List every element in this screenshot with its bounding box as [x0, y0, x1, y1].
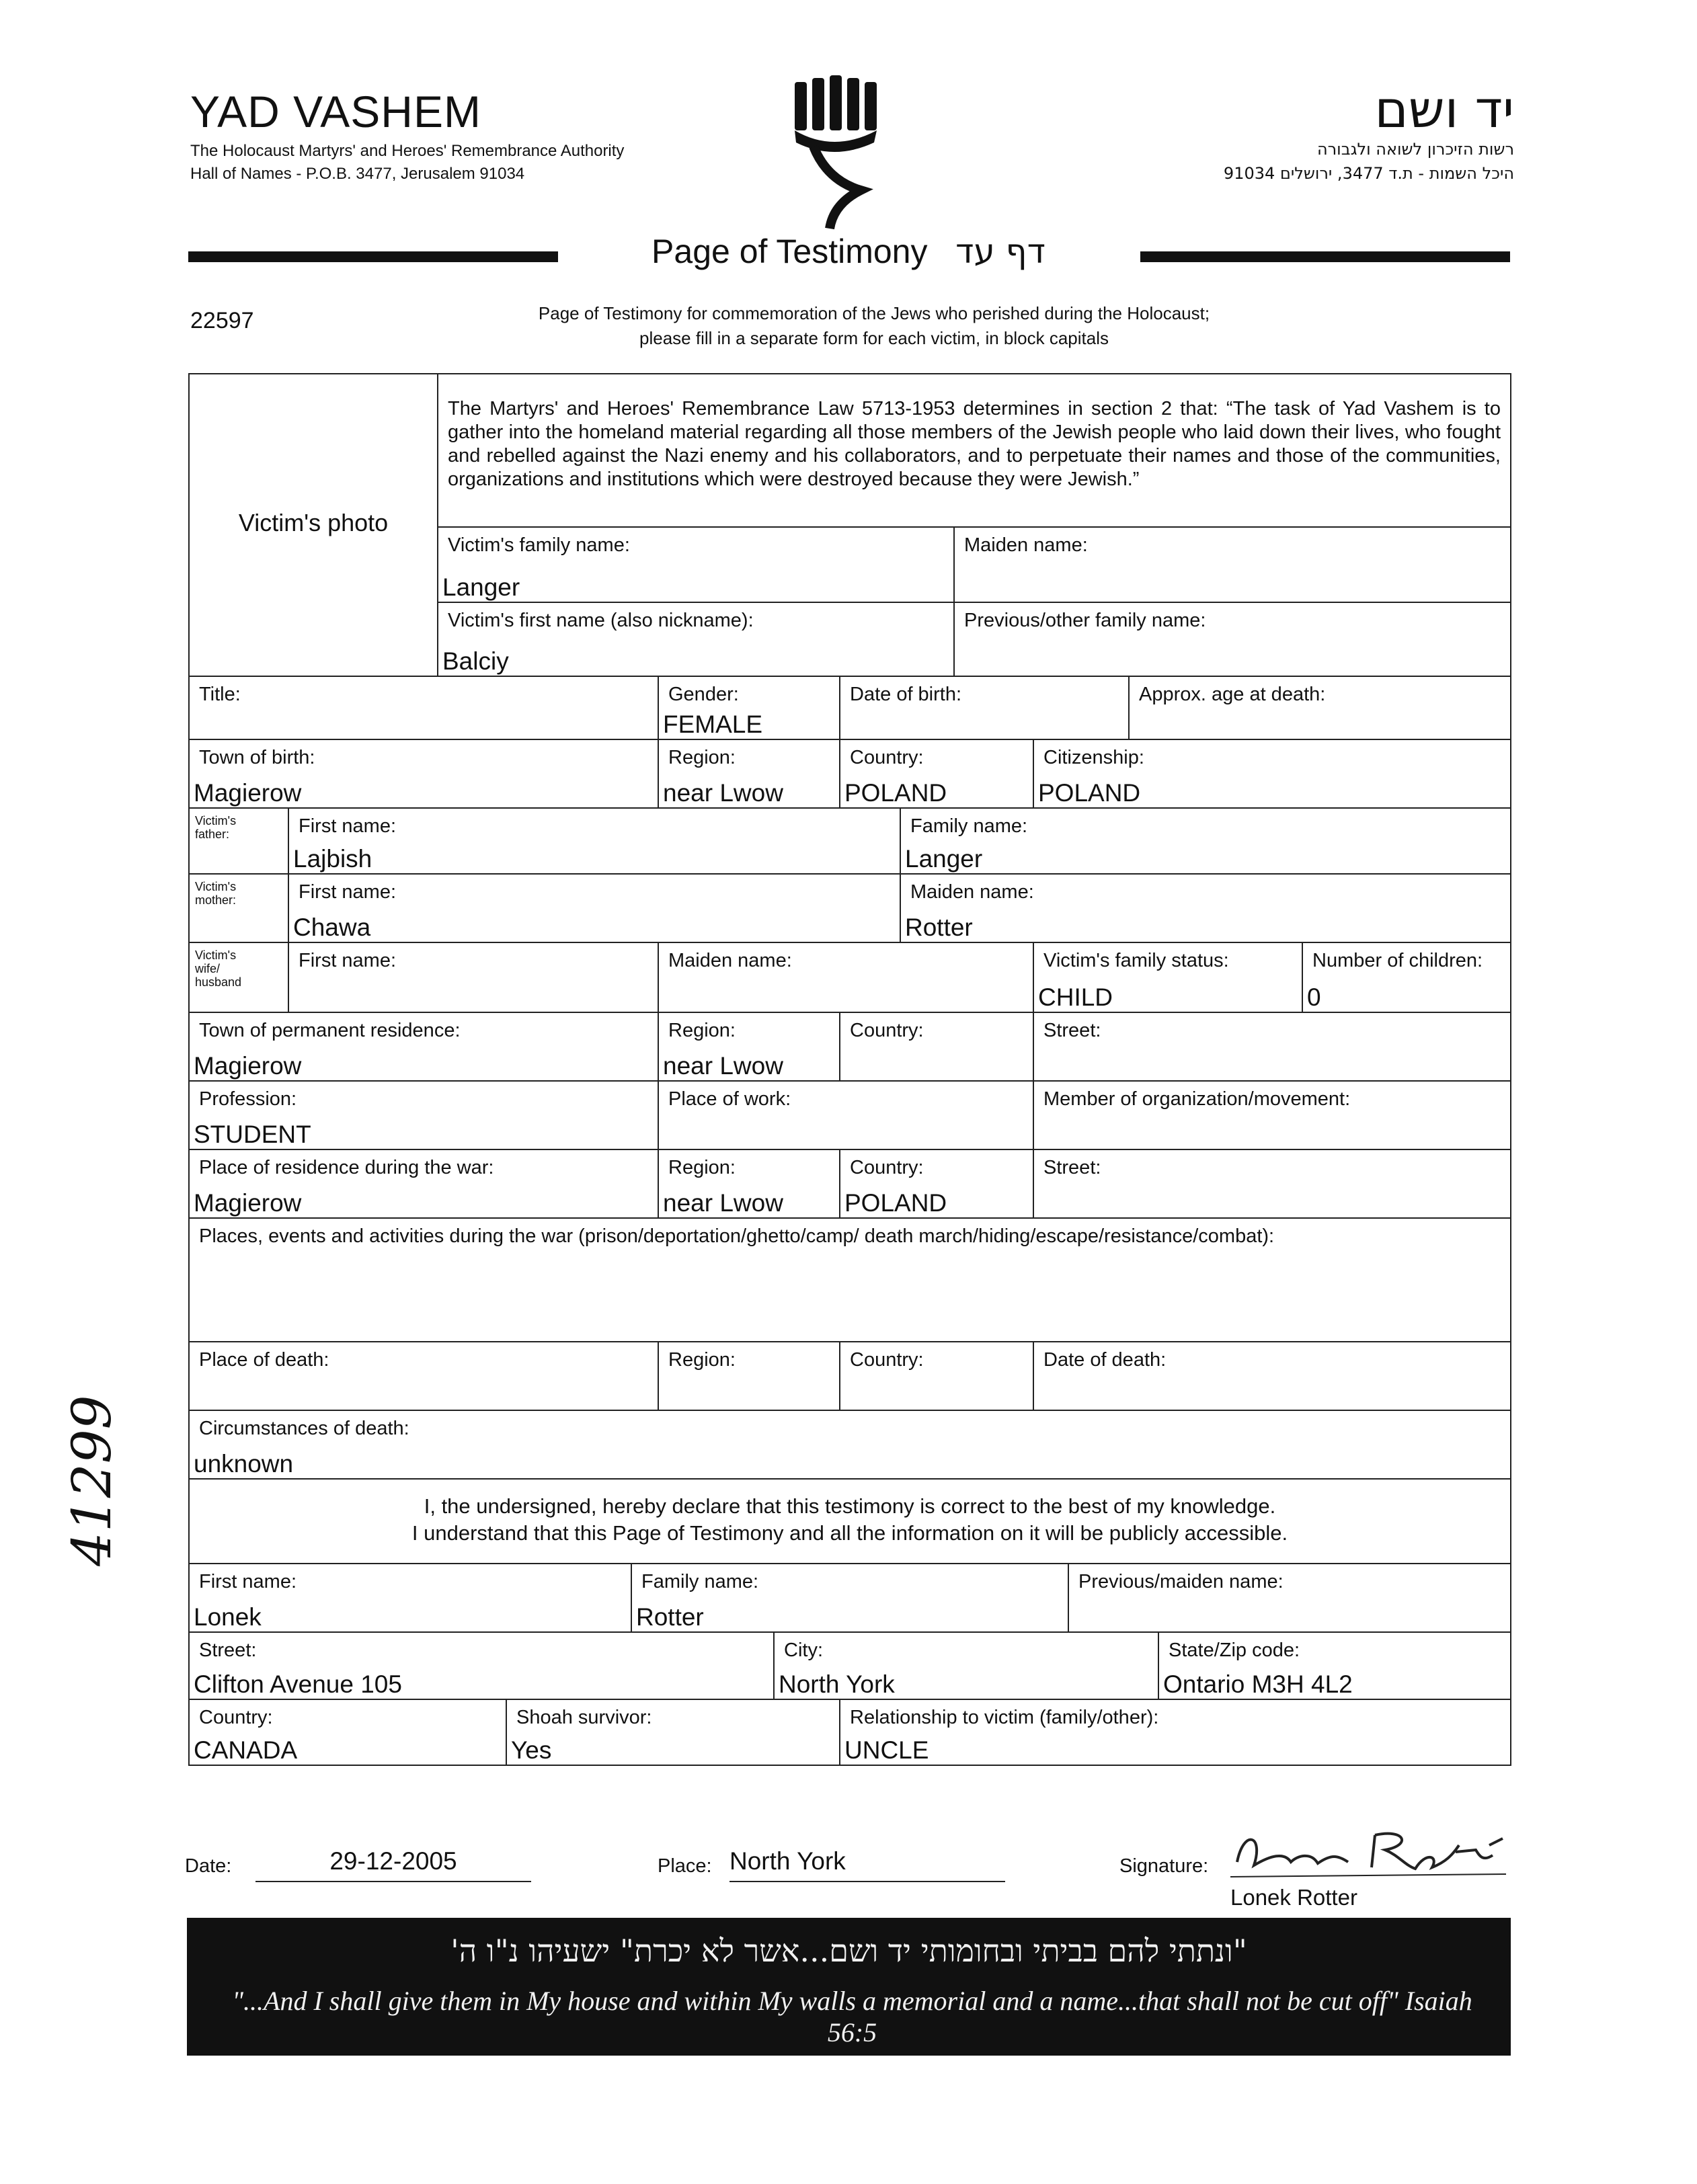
submitter-family-name-field[interactable]: [631, 1563, 1069, 1633]
side-label-text: Victim's wife/ husband: [195, 948, 242, 989]
field-label: Maiden name:: [668, 950, 792, 971]
field-label: Place of death:: [199, 1349, 329, 1371]
handwritten-signature: [1224, 1815, 1513, 1882]
field-value: POLAND: [844, 1189, 947, 1217]
field-label: Country:: [850, 1349, 924, 1371]
field-label: Shoah survivor:: [516, 1707, 652, 1728]
field-label: Victim's family name:: [448, 534, 630, 556]
side-label-text: Victim's mother:: [195, 880, 237, 907]
field-label: Street:: [1043, 1157, 1101, 1178]
field-label: Region:: [668, 1349, 736, 1371]
place-of-death-field[interactable]: [188, 1341, 659, 1411]
page-title: Page of Testimony דף עד: [652, 232, 1045, 271]
field-label: Region:: [668, 1157, 736, 1178]
field-value: near Lwow: [663, 1052, 783, 1080]
residence-street-field[interactable]: [1033, 1012, 1511, 1082]
intro-line-1: Page of Testimony for commemoration of the Jews who perished during the Holocaust;: [538, 303, 1210, 323]
page-title-hebrew: דף עד: [955, 232, 1045, 271]
law-text-box: [437, 373, 1511, 528]
submitter-first-name-field[interactable]: [188, 1563, 632, 1633]
field-value: near Lwow: [663, 1189, 783, 1217]
field-label: Title:: [199, 684, 241, 705]
title-field[interactable]: [188, 676, 659, 740]
field-label: First name:: [299, 815, 397, 837]
residence-country-field[interactable]: [839, 1012, 1034, 1082]
field-value: CANADA: [194, 1736, 298, 1764]
place-of-work-field[interactable]: [658, 1080, 1034, 1150]
shoah-survivor-field[interactable]: [506, 1699, 840, 1766]
date-field[interactable]: [255, 1843, 531, 1882]
field-label: First name:: [299, 881, 397, 903]
submitter-street-field[interactable]: [188, 1631, 775, 1700]
victim-first-name-field[interactable]: [437, 602, 955, 677]
signature-printed-name: Lonek Rotter: [1230, 1885, 1357, 1910]
field-label: Family name:: [641, 1571, 759, 1592]
maiden-name-field[interactable]: [953, 526, 1511, 603]
declaration-line-2: I understand that this Page of Testimony and all the information on it will be publicly accessible.: [411, 1521, 1288, 1545]
law-text: The Martyrs' and Heroes' Remembrance Law 5713-1953 determines in section 2 that: “The task of Yad Vashem is to gather into the homeland material regarding all those members of the Jewish people who laid down their lives, who fought and rebelled against the Nazi enemy and his collaborators, and to perpetuate their names and those of the communities, organizations and institutions which were destroyed because they were Jewish.”: [448, 398, 1501, 490]
previous-family-name-field[interactable]: [953, 602, 1511, 677]
field-label: First name:: [299, 950, 397, 971]
field-value: unknown: [194, 1450, 294, 1478]
quote-english: "...And I shall give them in My house and within My walls a memorial and a name...that shall not be cut off" Isaiah 56:5: [232, 1986, 1472, 2048]
field-label: Place of work:: [668, 1088, 791, 1110]
field-label: Street:: [199, 1640, 257, 1661]
field-value: Ontario M3H 4L2: [1163, 1670, 1353, 1698]
field-label: Number of children:: [1312, 950, 1483, 971]
field-label: Victim's family status:: [1043, 950, 1229, 971]
victim-family-name-field[interactable]: [437, 526, 955, 603]
death-country-field[interactable]: [839, 1341, 1034, 1411]
victim-photo-label: Victim's photo: [238, 509, 389, 536]
field-value: POLAND: [1038, 779, 1141, 807]
submitter-city-field[interactable]: [773, 1631, 1159, 1700]
org-address-hebrew: היכל השמות - ת.ד 3477, ירושלים 91034: [1223, 164, 1514, 183]
field-value: Magierow: [194, 779, 302, 807]
field-value: FEMALE: [663, 711, 763, 738]
field-label: Citizenship:: [1043, 747, 1144, 768]
place-field[interactable]: [729, 1843, 1005, 1882]
date-of-death-field[interactable]: [1033, 1341, 1511, 1411]
field-label: Country:: [199, 1707, 273, 1728]
field-value: Langer: [442, 573, 520, 601]
field-value: Magierow: [194, 1052, 302, 1080]
mother-maiden-name-field[interactable]: [900, 873, 1511, 943]
testimony-form: [188, 373, 1511, 1778]
mother-first-name-field[interactable]: [288, 873, 901, 943]
field-label: Maiden name:: [964, 534, 1088, 556]
quote-banner: [187, 1918, 1511, 2056]
date-of-birth-field[interactable]: [839, 676, 1130, 740]
intro-line-2: please fill in a separate form for each victim, in block capitals: [639, 328, 1109, 348]
field-label: Region:: [668, 1020, 736, 1041]
field-value: Lajbish: [293, 845, 372, 873]
field-value: POLAND: [844, 779, 947, 807]
field-value: Clifton Avenue 105: [194, 1670, 402, 1698]
field-label: Maiden name:: [910, 881, 1034, 903]
field-value: Yes: [511, 1736, 552, 1764]
wartime-residence-field[interactable]: [188, 1149, 659, 1219]
handwritten-archive-number: 41299: [61, 1395, 123, 1566]
spouse-first-name-field[interactable]: [288, 942, 659, 1013]
date-label: Date:: [185, 1855, 232, 1877]
field-value: North York: [779, 1670, 895, 1698]
field-value: Magierow: [194, 1189, 302, 1217]
declaration-box: [188, 1478, 1511, 1564]
date-value: 29-12-2005: [329, 1847, 457, 1875]
field-value: Langer: [905, 845, 983, 873]
field-label: First name:: [199, 1571, 297, 1592]
town-of-birth-field[interactable]: [188, 739, 659, 809]
residence-region-field[interactable]: [658, 1012, 840, 1082]
field-label: Victim's first name (also nickname):: [448, 610, 754, 631]
number-of-children-field[interactable]: [1302, 942, 1511, 1013]
field-label: Country:: [850, 1020, 924, 1041]
field-label: Street:: [1043, 1020, 1101, 1041]
submitter-previous-name-field[interactable]: [1068, 1563, 1511, 1633]
field-label: Region:: [668, 747, 736, 768]
victim-photo-box[interactable]: [188, 373, 438, 677]
submitter-state-zip-field[interactable]: [1158, 1631, 1511, 1700]
birth-region-field[interactable]: [658, 739, 840, 809]
field-value: Rotter: [636, 1603, 704, 1631]
org-name: YAD VASHEM: [190, 87, 481, 136]
member-organization-field[interactable]: [1033, 1080, 1511, 1150]
profession-field[interactable]: [188, 1080, 659, 1150]
org-subtitle-hebrew: רשות הזיכרון לשואה ולגבורה: [1316, 140, 1514, 159]
father-side-label: [188, 807, 289, 875]
birth-country-field[interactable]: [839, 739, 1034, 809]
org-name-hebrew: יד ושם: [1374, 79, 1514, 139]
field-label: City:: [784, 1640, 823, 1661]
org-address: Hall of Names - P.O.B. 3477, Jerusalem 91034: [190, 165, 525, 183]
field-label: Country:: [850, 1157, 924, 1178]
org-subtitle: The Holocaust Martyrs' and Heroes' Remembrance Authority: [190, 142, 625, 160]
field-label: Member of organization/movement:: [1043, 1088, 1351, 1110]
submitter-country-field[interactable]: [188, 1699, 507, 1766]
field-label: Previous/other family name:: [964, 610, 1206, 631]
mother-side-label: [188, 873, 289, 943]
citizenship-field[interactable]: [1033, 739, 1511, 809]
field-label: Family name:: [910, 815, 1028, 837]
father-family-name-field[interactable]: [900, 807, 1511, 875]
field-label: Date of birth:: [850, 684, 962, 705]
signature-field[interactable]: [1224, 1815, 1513, 1882]
town-of-residence-field[interactable]: [188, 1012, 659, 1082]
death-region-field[interactable]: [658, 1341, 840, 1411]
family-status-field[interactable]: [1033, 942, 1303, 1013]
field-label: Relationship to victim (family/other):: [850, 1707, 1159, 1728]
relationship-field[interactable]: [839, 1699, 1511, 1766]
side-label-text: Victim's father:: [195, 814, 237, 841]
field-value: Chawa: [293, 914, 371, 941]
declaration-line-1: I, the undersigned, hereby declare that this testimony is correct to the best of my knowledge.: [424, 1494, 1276, 1518]
father-first-name-field[interactable]: [288, 807, 901, 875]
field-label: Approx. age at death:: [1139, 684, 1326, 705]
signature-label: Signature:: [1119, 1855, 1209, 1877]
yad-vashem-logo: [787, 73, 894, 234]
field-label: Town of permanent residence:: [199, 1020, 461, 1041]
circumstances-of-death-field[interactable]: [188, 1410, 1511, 1480]
intro-text: [403, 301, 1345, 351]
field-label: Places, events and activities during the war (prison/deportation/ghetto/camp/ death march/hiding/escape/resistance/combat):: [199, 1225, 1275, 1247]
field-value: 0: [1307, 983, 1321, 1011]
field-value: STUDENT: [194, 1121, 311, 1148]
field-label: Profession:: [199, 1088, 297, 1110]
wartime-country-field[interactable]: [839, 1149, 1034, 1219]
wartime-street-field[interactable]: [1033, 1149, 1511, 1219]
field-label: Town of birth:: [199, 747, 315, 768]
field-label: State/Zip code:: [1169, 1640, 1300, 1661]
field-label: Circumstances of death:: [199, 1418, 409, 1439]
gender-field[interactable]: [658, 676, 840, 740]
field-value: UNCLE: [844, 1736, 929, 1764]
field-label: Gender:: [668, 684, 739, 705]
field-value: Lonek: [194, 1603, 262, 1631]
wartime-events-field[interactable]: [188, 1217, 1511, 1342]
field-value: CHILD: [1038, 983, 1113, 1011]
field-label: Place of residence during the war:: [199, 1157, 494, 1178]
field-value: near Lwow: [663, 779, 783, 807]
spouse-maiden-name-field[interactable]: [658, 942, 1034, 1013]
document-number: 22597: [190, 308, 254, 333]
place-label: Place:: [658, 1855, 712, 1877]
place-value: North York: [729, 1847, 846, 1875]
spouse-side-label: [188, 942, 289, 1013]
wartime-region-field[interactable]: [658, 1149, 840, 1219]
field-value: Balciy: [442, 647, 509, 675]
field-label: Country:: [850, 747, 924, 768]
field-value: Rotter: [905, 914, 973, 941]
field-label: Date of death:: [1043, 1349, 1167, 1371]
field-label: Previous/maiden name:: [1078, 1571, 1284, 1592]
quote-hebrew: "ונתתי להם בביתי ובחומותי יד ושם...אשר לא יכרת" ישעיהו נ"ו ה': [450, 1933, 1247, 1969]
age-at-death-field[interactable]: [1128, 676, 1511, 740]
